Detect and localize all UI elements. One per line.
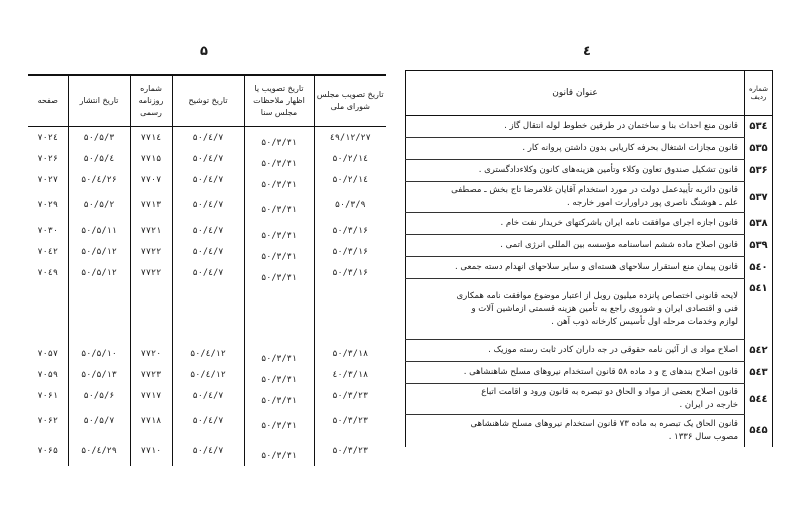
cell-publish: ۵۰/۵/۱۳ [68,364,130,385]
law-title: قانون پیمان منع استقرار سلاحهای هسته‌ای و سایر سلاحهای انهدام دسته جمعی . [406,257,745,279]
table-row [28,262,386,283]
cell-publish: ۵۰/٤/۲۹ [68,436,130,466]
header-senate-date: تاریخ تصویب یا اظهار ملاحظات مجلس سنا [244,75,314,127]
dates-table-header [28,75,386,127]
table-row [406,213,773,235]
table-row [28,169,386,190]
cell-signed: ۵۰/٤/۷ [172,385,244,406]
table-row [28,190,386,220]
senate-date: ۵۰/۳/۳۱ [261,205,297,215]
table-row [28,220,386,241]
table-row [28,406,386,436]
table-row [28,364,386,385]
table-row [28,436,386,466]
senate-date: ۵۰/۳/۳۱ [261,272,297,283]
law-title: قانون اجازه اجرای موافقت نامه ایران باشرکتهای خریدار نفت خام . [406,213,745,235]
table-row [406,182,773,213]
cell-senate [244,262,314,283]
table-row [406,116,773,138]
cell-senate [244,220,314,241]
cell-page: ۷۰۵۷ [37,348,58,359]
row-number: ۵۳۵ [745,138,773,160]
cell-gazette: ۷۷۲۳ [130,364,172,385]
cell-publish: ۵۰/۵/٤ [68,148,130,169]
cell-senate [244,364,314,385]
law-title: قانون الحاق یک تبصره به ماده ۷۳ قانون استخدام نیروهای مسلح شاهنشاهی مصوب سال ۱۳۳۶ . [470,419,738,442]
row-number: ۵٤۳ [745,362,773,384]
cell-majlis: ۵۰/۳/۲۳ [314,436,386,466]
law-title: لایحه قانونی اختصاص پانزده میلیون روبل از اعتبار موضوع موافقت نامه همکاری فنی و اقتصادی ایران و شوروی راجع به تأمین هزینه قسمتی ازماشین آلات و لوازم وخدمات مرحله اول تأسیس کارخانه ذوب آهن . [406,279,745,340]
table-row [28,343,386,364]
cell-senate [244,148,314,169]
cell-majlis: ٤۹/۱۲/۲۷ [314,127,386,149]
cell-gazette: ۷۷۲۲ [130,241,172,262]
cell-senate [244,127,314,149]
page-number-right: ٤ [583,44,591,59]
table-row [406,257,773,279]
law-dates-table [28,74,386,466]
senate-date: ۵۰/۳/۳۱ [261,179,297,190]
header-gazette-number: شماره روزنامه رسمی [130,75,172,127]
senate-date: ۵۰/۳/۳۱ [261,137,297,148]
cell-gazette: ۷۷۲۲ [130,262,172,283]
row-number: ۵۳٤ [745,116,773,138]
cell-signed: ۵۰/٤/۱۲ [172,343,244,364]
cell-gazette: ۷۷۱۷ [130,385,172,406]
row-number: ۵۳۸ [745,213,773,235]
cell-page: ۷۰۶۲ [37,416,58,426]
cell-gazette: ۷۷۲۰ [130,343,172,364]
cell-publish: ۵۰/۵/۱۱ [68,220,130,241]
cell-publish: ۵۰/۵/۱۲ [68,241,130,262]
cell-majlis: ۵۰/۳/۲۳ [314,406,386,436]
cell-senate [244,406,314,436]
cell-signed: ۵۰/٤/۷ [172,406,244,436]
senate-date: ۵۰/۳/۳۱ [261,353,297,364]
cell-signed: ۵۰/٤/۷ [172,127,244,149]
table-row [28,385,386,406]
cell-signed: ۵۰/٤/۷ [172,241,244,262]
senate-date: ۵۰/۳/۳۱ [261,451,297,461]
cell-page: ۷۰۲٤ [37,132,58,143]
law-title: اصلاح مواد ی از آئین نامه حقوقی در جه داران کادر ثابت رسته موزیک . [406,340,745,362]
header-signing-date: تاریخ توشیح [172,75,244,127]
cell-publish: ۵۰/۵/۲ [68,190,130,220]
row-number: ۵٤۲ [745,340,773,362]
cell-majlis: ۵۰/۲/۱٤ [314,148,386,169]
law-title: قانون اصلاح بندهای ج و د ماده ۵۸ قانون استخدام نیروهای مسلح شاهنشاهی . [406,362,745,384]
cell-page: ۷۰۶۵ [37,446,58,456]
header-row-number: شماره ردیف [745,71,773,116]
senate-date: ۵۰/۳/۳۱ [261,230,297,241]
header-page: صفحه [28,75,68,127]
table-row [406,340,773,362]
table-row [406,384,773,415]
cell-page: ۷۰۲۹ [37,200,58,210]
cell-page: ۷۰٤۲ [37,246,58,257]
cell-publish: ۵۰/٤/۲۶ [68,169,130,190]
cell-gazette: ۷۷۱۰ [130,436,172,466]
cell-gazette: ۷۷۱۵ [130,148,172,169]
cell-senate [244,190,314,220]
law-title: قانون منع احداث بنا و ساختمان در طرفین خطوط لوله انتقال گاز . [406,116,745,138]
cell-majlis: ٤۰/۳/۱۸ [314,364,386,385]
cell-senate [244,169,314,190]
cell-gazette: ۷۷۱٤ [130,127,172,149]
cell-majlis: ۵۰/۲/۱٤ [314,169,386,190]
cell-majlis: ۵۰/۳/۱۶ [314,262,386,283]
table-row [28,241,386,262]
cell-senate [244,436,314,466]
law-titles-table [405,70,773,447]
cell-page: ۷۰۲۷ [37,174,58,185]
table-row [28,127,386,149]
senate-date: ۵۰/۳/۳۱ [261,374,297,385]
table-row [406,415,773,448]
cell-page: ۷۰٤۹ [37,267,58,278]
cell-publish: ۵۰/۵/۳ [68,127,130,149]
law-title: قانون تشکیل صندوق تعاون وکلاء وتأمین هزینه‌های کانون وکلاءدادگستری . [406,160,745,182]
cell-page: ۷۰۳۰ [37,225,58,236]
header-majlis-date: تاریخ تصویب مجلس شورای ملی [314,75,386,127]
cell-gazette: ۷۷۲۱ [130,220,172,241]
cell-publish: ۵۰/۵/۱۲ [68,262,130,283]
header-publish-date: تاریخ انتشار [68,75,130,127]
law-title: قانون اصلاح ماده ششم اساسنامه مؤسسه بین المللی انرژی اتمی . [406,235,745,257]
cell-senate [244,343,314,364]
row-number: ۵۳۷ [745,182,773,213]
titles-table-header [406,71,773,116]
cell-signed: ۵۰/٤/۷ [172,190,244,220]
cell-gazette: ۷۷۰۷ [130,169,172,190]
cell-signed: ۵۰/٤/۷ [172,148,244,169]
table-row [406,160,773,182]
table-row [28,148,386,169]
cell-majlis: ۵۰/۳/۲۳ [314,385,386,406]
cell-majlis: ۵۰/۳/۹ [314,190,386,220]
cell-publish: ۵۰/۵/۷ [68,406,130,436]
cell-signed: ۵۰/٤/۱۲ [172,364,244,385]
table-row [406,138,773,160]
cell-signed: ۵۰/٤/۷ [172,220,244,241]
senate-date: ۵۰/۳/۳۱ [261,421,297,431]
cell-majlis: ۵۰/۳/۱۶ [314,220,386,241]
table-row [406,235,773,257]
cell-page: ۷۰۶۱ [37,390,58,401]
cell-signed: ۵۰/٤/۷ [172,169,244,190]
row-number: ۵٤۱ [745,279,773,340]
cell-majlis: ۵۰/۳/۱۶ [314,241,386,262]
table-row [406,279,773,340]
table-spacer-row [28,283,386,343]
cell-senate [244,241,314,262]
senate-date: ۵۰/۳/۳۱ [261,158,297,169]
row-number: ۵۳۶ [745,160,773,182]
cell-gazette: ۷۷۱۳ [130,190,172,220]
cell-signed: ۵۰/٤/۷ [172,262,244,283]
cell-majlis: ۵۰/۳/۱۸ [314,343,386,364]
law-title: قانون مجازات اشتغال بحرفه کاریابی بدون داشتن پروانه کار . [406,138,745,160]
cell-page: ۷۰۵۹ [37,369,58,380]
header-law-title: عنوان قانون [406,71,745,116]
row-number: ۵٤٤ [745,384,773,415]
cell-senate [244,385,314,406]
table-row [406,362,773,384]
law-title: قانون اصلاح بعضی از مواد و الحاق دو تبصره به قانون ورود و اقامت اتباع خارجه در ایران . [406,384,745,415]
cell-gazette: ۷۷۱۸ [130,406,172,436]
cell-publish: ۵۰/۵/۱۰ [68,343,130,364]
page-number-left: ۵ [200,44,208,59]
cell-page: ۷۰۲۶ [37,153,58,164]
senate-date: ۵۰/۳/۳۱ [261,251,297,262]
senate-date: ۵۰/۳/۳۱ [261,395,297,406]
row-number: ۵٤۵ [745,415,773,448]
row-number: ۵٤۰ [745,257,773,279]
law-title: قانون دائربه تأییدعمل دولت در مورد استخدام آقایان غلامرضا تاج بخش ـ مصطفی علم ـ هوشنگ ناصری پور دراورارت امور خارجه . [406,182,745,213]
row-number: ۵۳۹ [745,235,773,257]
cell-publish: ۵۰/۵/۶ [68,385,130,406]
cell-signed: ۵۰/٤/۷ [172,436,244,466]
